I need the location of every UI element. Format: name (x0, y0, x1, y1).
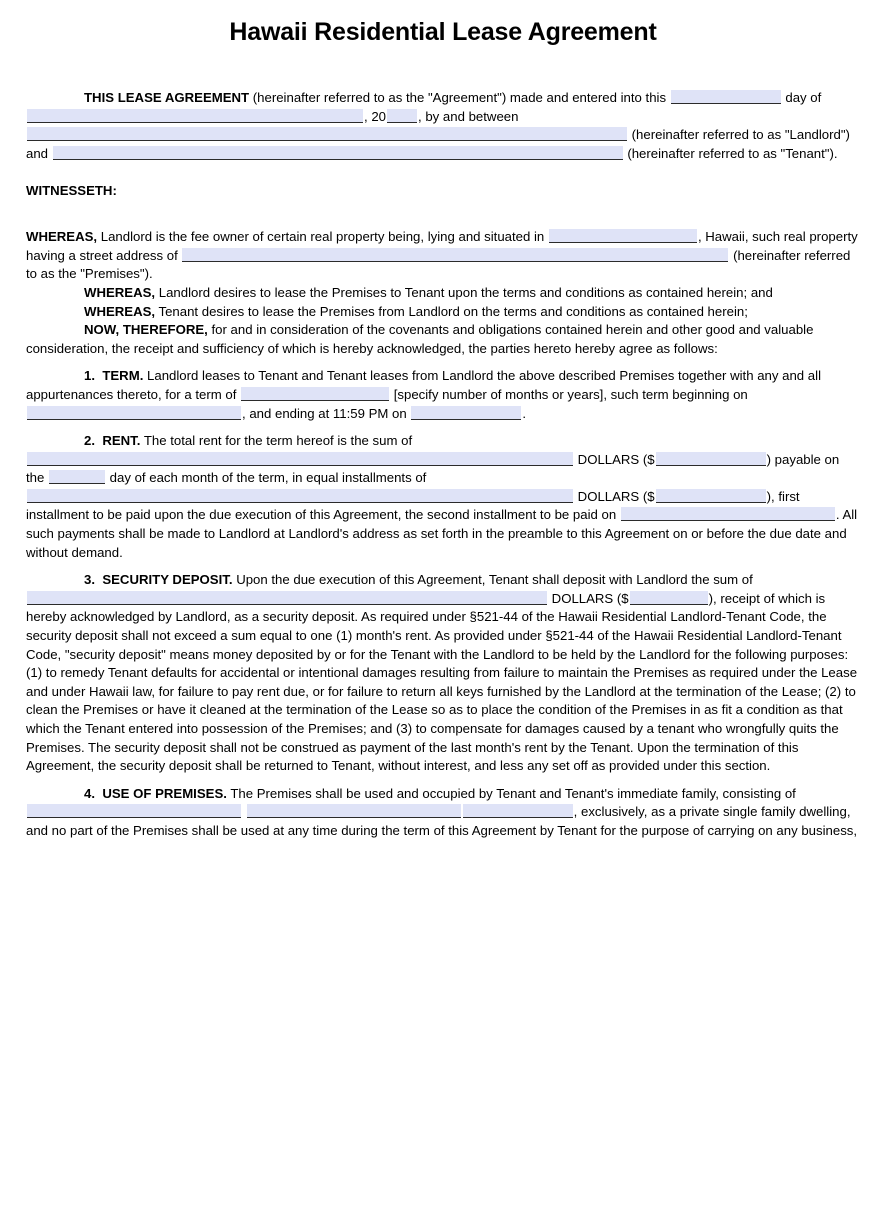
section-2-number: 2. (84, 433, 95, 449)
preamble-text-6: (hereinafter referred to as "Tenant"). (623, 145, 838, 161)
preamble-text-1: (hereinafter referred to as the "Agreement") made and entered into this (249, 90, 670, 105)
paragraph-whereas-3 (26, 303, 860, 322)
deposit-amount-field[interactable] (630, 591, 708, 605)
section-1-number: 1. (84, 368, 95, 384)
street-address-field[interactable] (182, 248, 728, 262)
section-1-text-b: [specify number of months or years], such term beginning on (390, 386, 748, 402)
occupants-field-2[interactable] (247, 804, 461, 818)
preamble-text-3: , 20 (364, 108, 386, 124)
term-end-field[interactable] (411, 406, 521, 420)
whereas-1-text-b: , Hawaii, such real property having a street address of (26, 229, 858, 263)
preamble-text-5: (hereinafter referred to as "Landlord") and (26, 127, 850, 161)
occupants-field-1[interactable] (27, 804, 241, 818)
section-2-text-b: DOLLARS ($ (574, 451, 655, 467)
document-page (0, 18, 886, 1210)
occupants-field-3[interactable] (463, 804, 573, 818)
preamble-text-2: day of (781, 90, 822, 105)
whereas-1-text-c: (hereinafter referred to as the "Premises"). (26, 247, 851, 282)
paragraph-preamble (26, 89, 860, 163)
section-2-rent (26, 432, 860, 562)
section-1-term (26, 367, 860, 423)
whereas-2-label: WHEREAS, (84, 284, 156, 300)
landlord-name-field[interactable] (27, 127, 627, 141)
section-4-text-a: The Premises shall be used and occupied by Tenant and Tenant's immediate family, consisting of (226, 785, 796, 801)
section-4-text-c: , exclusively, as a private single family dwelling, and no part of the Premises shall be used at any time during the term of this Agreement by Tenant for the purpose of carrying on any business, (26, 804, 858, 838)
day-number-field[interactable] (671, 90, 781, 104)
year-suffix-field[interactable] (387, 109, 417, 123)
section-2-text-d: day of each month of the term, in equal installments of (106, 470, 427, 486)
section-1-text-c: , and ending at 11:59 PM on (242, 405, 411, 421)
whereas-1-label: WHEREAS, (26, 229, 98, 245)
section-4-label: USE OF PREMISES. (102, 785, 227, 801)
section-2-text-c: ) payable on the (26, 451, 840, 486)
section-2-text-g: . All such payments shall be made to Landlord at Landlord's address as set forth in the preamble to this Agreement on or before the due date and without demand. (26, 507, 858, 560)
now-therefore-text: for and in consideration of the covenants and obligations contained herein and other good and valuable consideration, the receipt and sufficiency of which is hereby acknowledged, the parties hereto hereby agree as follows: (26, 322, 814, 356)
paragraph-witnesseth (26, 182, 860, 201)
section-4-text-b (242, 804, 246, 819)
document-body (0, 89, 886, 841)
rent-total-amount-field[interactable] (656, 452, 766, 466)
section-2-text-e: DOLLARS ($ (574, 488, 655, 504)
section-3-number: 3. (84, 572, 95, 588)
preamble-lead-label: THIS LEASE AGREEMENT (84, 90, 250, 105)
page-title: Hawaii Residential Lease Agreement (229, 18, 657, 46)
paragraph-whereas-1 (26, 228, 860, 284)
preamble-text-4: , by and between (418, 108, 519, 124)
section-2-text-a: The total rent for the term hereof is the sum of (140, 433, 413, 449)
paragraph-now-therefore (26, 321, 860, 358)
whereas-3-text: Tenant desires to lease the Premises from Landlord on the terms and conditions as contained herein; (155, 303, 748, 319)
county-field[interactable] (549, 229, 697, 243)
month-field[interactable] (27, 109, 363, 123)
section-3-label: SECURITY DEPOSIT. (102, 572, 233, 588)
section-1-label: TERM. (102, 368, 144, 384)
deposit-words-field[interactable] (27, 591, 547, 605)
section-4-use-of-premises (26, 785, 860, 841)
section-4-number: 4. (84, 785, 95, 801)
whereas-1-text-a: Landlord is the fee owner of certain real property being, lying and situated in (97, 229, 548, 245)
term-length-field[interactable] (241, 387, 389, 401)
term-begin-field[interactable] (27, 406, 241, 420)
section-2-text-f: ), first installment to be paid upon the due execution of this Agreement, the second installment to be paid on (26, 488, 800, 523)
section-3-security-deposit (26, 571, 860, 776)
section-3-text-b: DOLLARS ($ (548, 590, 629, 606)
whereas-3-label: WHEREAS, (84, 303, 156, 319)
section-2-label: RENT. (102, 433, 141, 449)
rent-total-words-field[interactable] (27, 452, 573, 466)
now-therefore-label: NOW, THEREFORE, (84, 322, 208, 338)
witnesseth-label: WITNESSETH: (26, 182, 117, 198)
paragraph-whereas-2 (26, 284, 860, 303)
installment-amount-field[interactable] (656, 489, 766, 503)
rent-due-day-field[interactable] (49, 470, 105, 484)
second-installment-date-field[interactable] (621, 507, 835, 521)
section-3-text-a: Upon the due execution of this Agreement, Tenant shall deposit with Landlord the sum of (232, 572, 753, 588)
section-3-text-c: ), receipt of which is hereby acknowledged by Landlord, as a security deposit. As required under §521-44 of the Hawaii Residential Landlord-Tenant Code, the security deposit shall not exceed a sum equal to one (1) month's rent. As provided under §521-44 of the Hawaii Residential Landlord-Tenant Code, "security deposit" means money deposited by or for the Tenant with the Landlord to be held by the Landlord for the following purposes: (1) to remedy Tenant defaults for accidental or intentional damages resulting from failure to maintain the Premises as required under the Lease and under Hawaii law, for failure to pay rent due, or for failure to return all keys furnished by the Landlord at the termination of the Lease; (2) to clean the Premises or have it cleaned at the termination of the Lease so as to place the condition of the Premises in as fit a condition as that which the Tenant entered into possession of the Premises; and (3) to compensate for damages caused by a tenant who wrongfully quits the Premises. The security deposit shall not be construed as payment of the last month's rent by the Tenant. Upon the termination of this Agreement, the security deposit shall be returned to Tenant, without interest, and less any set off as provided under this section. (26, 590, 858, 774)
installment-words-field[interactable] (27, 489, 573, 503)
tenant-name-field[interactable] (53, 146, 623, 160)
section-1-text-a: Landlord leases to Tenant and Tenant leases from Landlord the above described Premises together with any and all appurtenances thereto, for a term of (26, 368, 821, 402)
whereas-2-text: Landlord desires to lease the Premises to Tenant upon the terms and conditions as contained herein; and (155, 284, 773, 300)
section-1-text-d: . (522, 405, 527, 421)
